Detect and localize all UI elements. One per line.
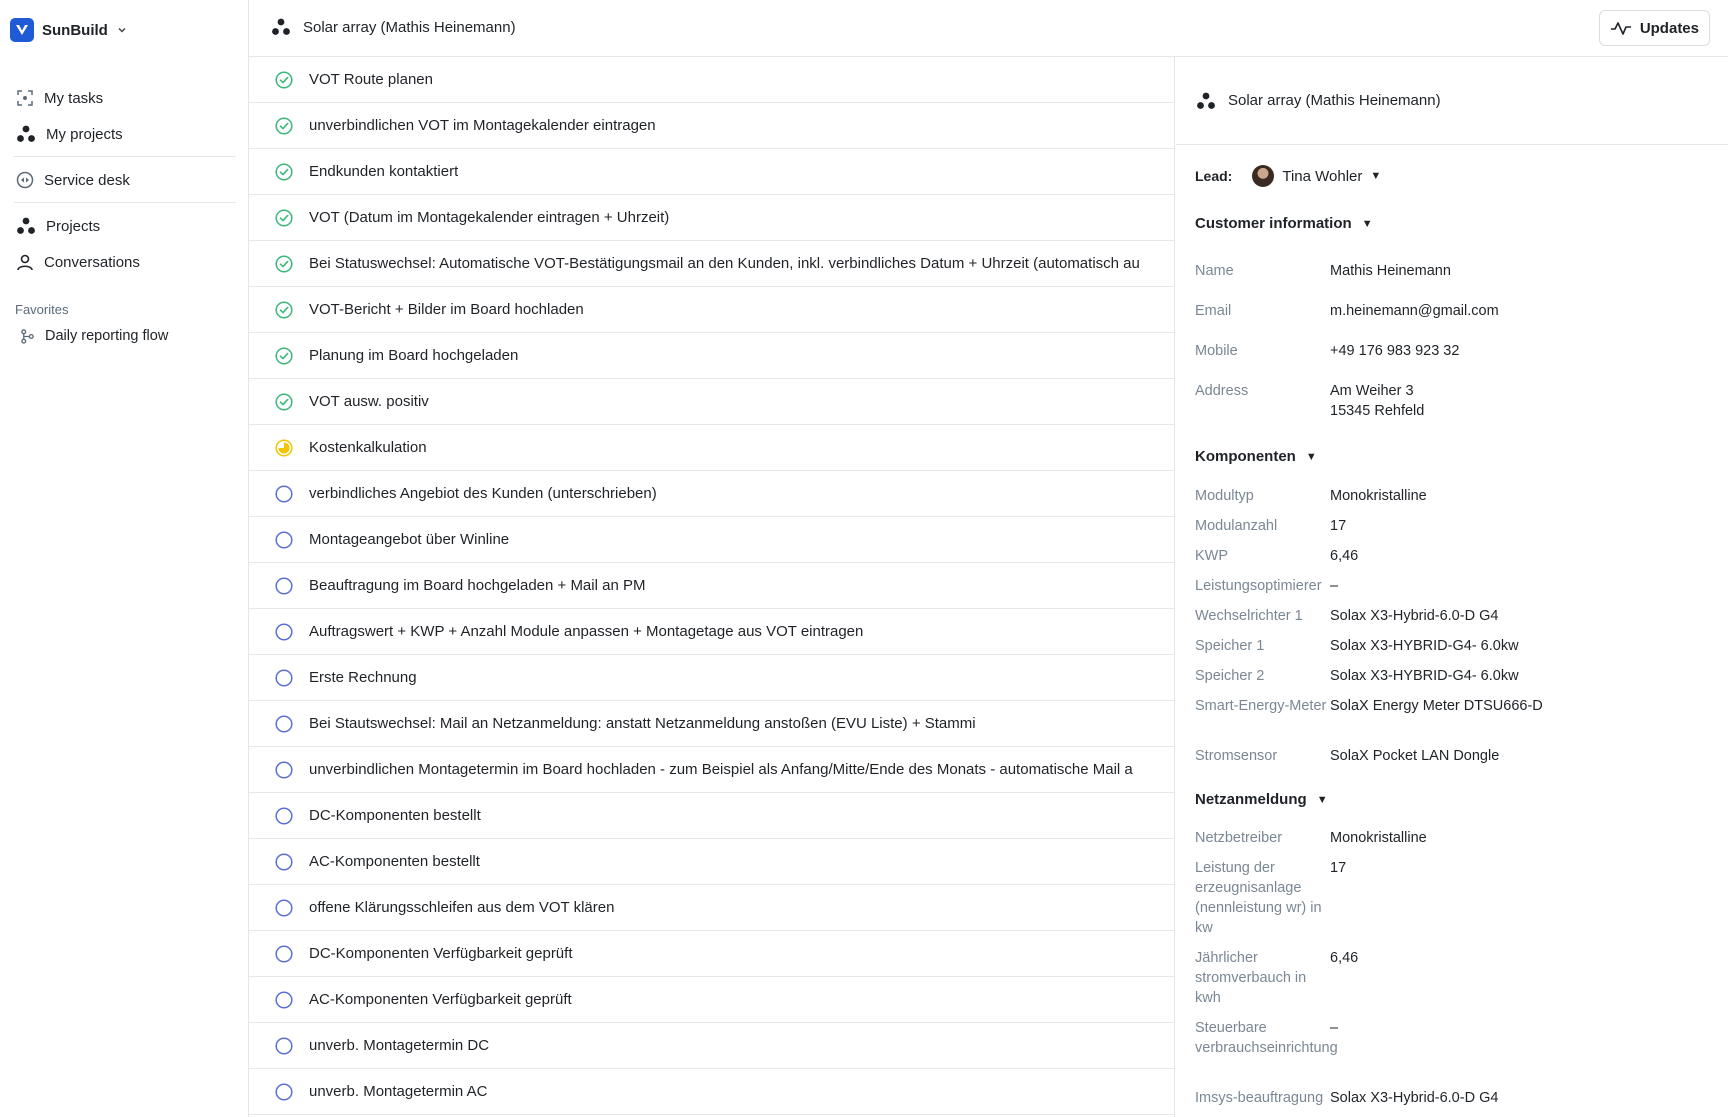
field-label: Leistungsoptimierer xyxy=(1195,578,1322,594)
sidebar xyxy=(0,0,249,1117)
task-row[interactable] xyxy=(249,517,1174,563)
task-row[interactable] xyxy=(249,563,1174,609)
task-row[interactable] xyxy=(249,1023,1174,1069)
task-row[interactable] xyxy=(249,931,1174,977)
caret-down-icon: ▼ xyxy=(1361,217,1373,230)
caret-down-icon: ▼ xyxy=(1316,793,1328,806)
task-row[interactable] xyxy=(249,885,1174,931)
task-title: DC-Komponenten bestellt xyxy=(309,807,481,824)
caret-down-icon: ▼ xyxy=(1370,170,1382,182)
task-title: Planung im Board hochgeladen xyxy=(309,347,519,364)
task-row[interactable] xyxy=(249,747,1174,793)
check-circle-icon[interactable] xyxy=(275,71,293,89)
task-row[interactable] xyxy=(249,609,1174,655)
customer-address-line2[interactable]: 15345 Rehfeld xyxy=(1330,403,1425,419)
check-circle-icon[interactable] xyxy=(275,301,293,319)
field-value[interactable]: SolaX Energy Meter DTSU666-D xyxy=(1330,698,1543,714)
task-row[interactable] xyxy=(249,425,1174,471)
task-row[interactable] xyxy=(249,195,1174,241)
field-label: Address xyxy=(1195,383,1249,399)
field-value[interactable]: Solax X3-HYBRID-G4- 6.0kw xyxy=(1330,638,1519,654)
field-label: Wechselrichter 1 xyxy=(1195,608,1303,624)
task-row[interactable] xyxy=(249,241,1174,287)
field-label: Modultyp xyxy=(1195,488,1254,504)
lead-label: Lead: xyxy=(1195,168,1233,184)
sidebar-divider xyxy=(14,156,236,157)
lead-row xyxy=(1195,165,1381,187)
in-progress-icon[interactable] xyxy=(275,439,293,457)
task-title: verbindliches Angebiot des Kunden (unterschrieben) xyxy=(309,485,657,502)
field-value[interactable]: Solax X3-HYBRID-G4- 6.0kw xyxy=(1330,668,1519,684)
detail-title: Solar array (Mathis Heinemann) xyxy=(1228,92,1441,109)
service-desk-icon xyxy=(16,171,34,189)
check-circle-icon[interactable] xyxy=(275,393,293,411)
empty-circle-icon[interactable] xyxy=(275,853,293,871)
task-row[interactable] xyxy=(249,655,1174,701)
lead-name: Tina Wohler xyxy=(1282,167,1363,185)
task-row[interactable] xyxy=(249,977,1174,1023)
projects-icon xyxy=(16,124,36,144)
caret-down-icon: ▼ xyxy=(1305,450,1317,463)
field-value[interactable]: 17 xyxy=(1330,518,1347,534)
field-value[interactable]: 6,46 xyxy=(1330,950,1359,966)
section-title: Netzanmeldung xyxy=(1195,791,1307,808)
customer-email-value[interactable]: m.heinemann@gmail.com xyxy=(1330,303,1499,319)
task-row[interactable] xyxy=(249,57,1174,103)
netzanmeldung-toggle[interactable] xyxy=(1195,791,1328,808)
user-icon xyxy=(16,253,34,271)
task-row[interactable] xyxy=(249,701,1174,747)
field-value[interactable]: – xyxy=(1330,1020,1339,1036)
sidebar-item-conversations[interactable] xyxy=(16,248,140,276)
sidebar-item-label: Conversations xyxy=(44,253,140,271)
empty-circle-icon[interactable] xyxy=(275,945,293,963)
sidebar-item-label: My tasks xyxy=(44,89,104,107)
sidebar-item-label: My projects xyxy=(46,125,123,143)
task-title: unverb. Montagetermin DC xyxy=(309,1037,490,1054)
empty-circle-icon[interactable] xyxy=(275,899,293,917)
section-title: Customer information xyxy=(1195,215,1352,232)
projects-icon xyxy=(271,17,291,37)
field-value[interactable]: 6,46 xyxy=(1330,548,1359,564)
field-label: Netzbetreiber xyxy=(1195,830,1283,846)
favorites-heading: Favorites xyxy=(15,302,69,317)
task-title: VOT-Bericht + Bilder im Board hochladen xyxy=(309,301,584,318)
field-label: Smart-Energy-Meter xyxy=(1195,698,1327,714)
detail-header xyxy=(1176,57,1728,145)
favorite-item-daily-reporting-flow[interactable] xyxy=(20,322,168,350)
field-label: Speicher 2 xyxy=(1195,668,1265,684)
task-row[interactable] xyxy=(249,103,1174,149)
workspace-switcher[interactable] xyxy=(10,18,128,42)
task-title: VOT (Datum im Montagekalender eintragen + Uhrzeit) xyxy=(309,209,670,226)
page-title: Solar array (Mathis Heinemann) xyxy=(303,18,516,36)
field-label: Leistung der erzeugnisanlage (nennleistung wr) in kw xyxy=(1195,860,1322,936)
favorite-item-label: Daily reporting flow xyxy=(45,328,169,344)
breadcrumb xyxy=(271,17,516,37)
check-circle-icon[interactable] xyxy=(275,347,293,365)
field-label: KWP xyxy=(1195,548,1229,564)
check-circle-icon[interactable] xyxy=(275,163,293,181)
task-title: Auftragswert + KWP + Anzahl Module anpassen + Montagetage aus VOT eintragen xyxy=(309,623,864,640)
task-title: offene Klärungsschleifen aus dem VOT klären xyxy=(309,899,615,916)
customer-information-toggle[interactable] xyxy=(1195,215,1373,232)
task-row[interactable] xyxy=(249,379,1174,425)
field-label: Name xyxy=(1195,263,1234,279)
updates-button-label: Updates xyxy=(1639,19,1699,37)
task-title: DC-Komponenten Verfügbarkeit geprüft xyxy=(309,945,573,962)
task-row[interactable] xyxy=(249,471,1174,517)
field-label: Imsys-beauftragung xyxy=(1195,1090,1324,1106)
task-row[interactable] xyxy=(249,839,1174,885)
sidebar-item-my-tasks[interactable] xyxy=(16,84,103,112)
task-row[interactable] xyxy=(249,793,1174,839)
task-title: Endkunden kontaktiert xyxy=(309,163,459,180)
task-title: AC-Komponenten bestellt xyxy=(309,853,480,870)
empty-circle-icon[interactable] xyxy=(275,669,293,687)
sunbuild-logo-icon xyxy=(10,18,34,42)
sidebar-item-service-desk[interactable] xyxy=(16,166,130,194)
top-bar xyxy=(249,0,1728,57)
empty-circle-icon[interactable] xyxy=(275,1037,293,1055)
lead-selector[interactable] xyxy=(1252,165,1381,187)
task-title: Erste Rechnung xyxy=(309,669,417,686)
task-title: Bei Stautswechsel: Mail an Netzanmeldung: anstatt Netzanmeldung anstoßen (EVU Liste) + Stammi xyxy=(309,715,976,732)
field-value[interactable]: SolaX Pocket LAN Dongle xyxy=(1330,748,1500,764)
field-label: Speicher 1 xyxy=(1195,638,1265,654)
empty-circle-icon[interactable] xyxy=(275,807,293,825)
field-value[interactable]: Monokristalline xyxy=(1330,830,1427,846)
empty-circle-icon[interactable] xyxy=(275,715,293,733)
empty-circle-icon[interactable] xyxy=(275,623,293,641)
task-row[interactable] xyxy=(249,333,1174,379)
workspace-name: SunBuild xyxy=(42,21,108,39)
field-value[interactable]: Solax X3-Hybrid-6.0-D G4 xyxy=(1330,1090,1499,1106)
detail-panel xyxy=(1176,57,1728,1117)
field-value[interactable]: 17 xyxy=(1330,860,1347,876)
check-circle-icon[interactable] xyxy=(275,255,293,273)
sidebar-item-label: Service desk xyxy=(44,171,130,189)
empty-circle-icon[interactable] xyxy=(275,531,293,549)
activity-icon xyxy=(1610,20,1632,36)
sidebar-item-my-projects[interactable] xyxy=(16,120,123,148)
komponenten-toggle[interactable] xyxy=(1195,448,1317,465)
section-title: Komponenten xyxy=(1195,448,1296,465)
task-title: VOT Route planen xyxy=(309,71,433,88)
field-label: Steuerbare verbrauchseinrichtung xyxy=(1195,1020,1338,1056)
task-row[interactable] xyxy=(249,149,1174,195)
customer-name-value[interactable]: Mathis Heinemann xyxy=(1330,263,1451,279)
task-title: Kostenkalkulation xyxy=(309,439,427,456)
task-title: VOT ausw. positiv xyxy=(309,393,429,410)
avatar xyxy=(1252,165,1274,187)
workflow-icon xyxy=(20,329,35,344)
empty-circle-icon[interactable] xyxy=(275,761,293,779)
sidebar-item-projects[interactable] xyxy=(16,212,100,240)
customer-address-line1[interactable]: Am Weiher 3 xyxy=(1330,383,1414,399)
empty-circle-icon[interactable] xyxy=(275,485,293,503)
task-title: unverb. Montagetermin AC xyxy=(309,1083,488,1100)
field-label: Mobile xyxy=(1195,343,1238,359)
focus-icon xyxy=(16,89,34,107)
task-title: Bei Statuswechsel: Automatische VOT-Bestätigungsmail an den Kunden, inkl. verbindliches Datum + Uhrzeit (automatisch au xyxy=(309,255,1140,272)
empty-circle-icon[interactable] xyxy=(275,991,293,1009)
projects-icon xyxy=(16,216,36,236)
field-value[interactable]: Solax X3-Hybrid-6.0-D G4 xyxy=(1330,608,1499,624)
sidebar-divider xyxy=(14,202,236,203)
projects-icon xyxy=(1196,91,1216,111)
task-title: Beauftragung im Board hochgeladen + Mail an PM xyxy=(309,577,646,594)
task-list xyxy=(249,57,1175,1117)
chevron-down-icon xyxy=(116,24,128,36)
customer-mobile-value[interactable]: +49 176 983 923 32 xyxy=(1330,343,1460,359)
empty-circle-icon[interactable] xyxy=(275,577,293,595)
field-label: Modulanzahl xyxy=(1195,518,1278,534)
updates-button[interactable] xyxy=(1599,10,1710,46)
empty-circle-icon[interactable] xyxy=(275,1083,293,1101)
check-circle-icon[interactable] xyxy=(275,209,293,227)
task-row[interactable] xyxy=(249,1069,1174,1115)
field-label: Email xyxy=(1195,303,1232,319)
sidebar-item-label: Projects xyxy=(46,217,101,235)
task-title: Montageangebot über Winline xyxy=(309,531,510,548)
task-row[interactable] xyxy=(249,287,1174,333)
field-value[interactable]: Monokristalline xyxy=(1330,488,1427,504)
field-label: Jährlicher stromverbauch in kwh xyxy=(1195,950,1307,1006)
task-title: unverbindlichen Montagetermin im Board hochladen - zum Beispiel als Anfang/Mitte/Ende des Monats - automatische Mail a xyxy=(309,761,1133,778)
task-title: unverbindlichen VOT im Montagekalender eintragen xyxy=(309,117,656,134)
field-value[interactable]: – xyxy=(1330,578,1339,594)
task-title: AC-Komponenten Verfügbarkeit geprüft xyxy=(309,991,572,1008)
check-circle-icon[interactable] xyxy=(275,117,293,135)
field-label: Stromsensor xyxy=(1195,748,1278,764)
